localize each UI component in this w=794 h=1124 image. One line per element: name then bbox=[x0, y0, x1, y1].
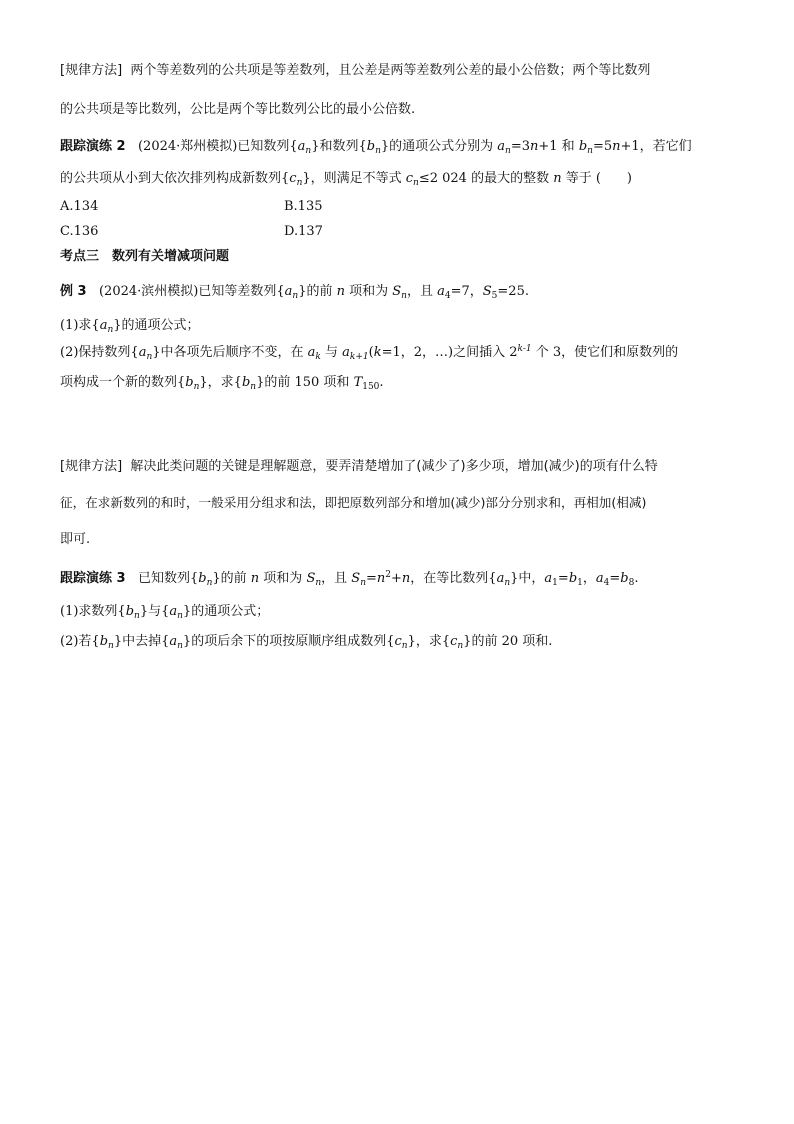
example-3-question-1 bbox=[60, 317, 200, 335]
text: 已知等差数列{ bbox=[198, 284, 285, 299]
method-text: 征，在求新数列的和时，一般采用分组求和法，即把原数列部分和增加(减少)部分分别求和，再相加(相减) bbox=[60, 495, 647, 510]
text: 项和为 bbox=[344, 284, 393, 299]
math-var: n bbox=[336, 284, 345, 299]
text: 已知数列{ bbox=[137, 571, 199, 586]
math-var: a bbox=[437, 284, 445, 299]
method-text: 解决此类问题的关键是理解题意，要弄清楚增加了(减少了)多少项，增加(减少)的项有什么特 bbox=[130, 459, 658, 474]
math-var: a bbox=[138, 345, 147, 360]
math-sub: n bbox=[360, 578, 366, 588]
math-sub: n bbox=[504, 578, 511, 588]
math-var: b bbox=[366, 139, 376, 154]
text: }的前 20 项和. bbox=[463, 634, 553, 649]
method-tag: [规律方法] bbox=[60, 63, 123, 78]
method-text: 即可. bbox=[60, 532, 91, 547]
text: 与 bbox=[320, 345, 343, 360]
text: 项和为 bbox=[259, 571, 307, 586]
text: (2)保持数列{ bbox=[60, 345, 139, 360]
text: 项构成一个新的数列{ bbox=[60, 375, 186, 390]
math-var: a bbox=[169, 634, 178, 649]
text: }的前 bbox=[212, 571, 251, 586]
option-c: C.136 bbox=[60, 224, 99, 239]
exercise-label: 跟踪演练 2 bbox=[60, 139, 126, 154]
text: }的前 150 项和 bbox=[256, 375, 354, 390]
example-3-question-2-line-2 bbox=[60, 374, 384, 392]
text: 的公共项从小到大依次排列构成新数列{ bbox=[60, 171, 290, 186]
math-sub: 8 bbox=[628, 578, 635, 588]
math-var: b bbox=[241, 375, 251, 390]
text: +1，若它们 bbox=[620, 139, 692, 154]
math-var: a bbox=[284, 284, 293, 299]
text: =3 bbox=[510, 139, 531, 154]
text: + bbox=[391, 571, 402, 586]
option-b: B.135 bbox=[284, 199, 323, 214]
example-3-question-2-line-1 bbox=[60, 344, 678, 362]
math-var: S bbox=[351, 571, 361, 586]
text: ( bbox=[368, 345, 374, 360]
math-var: T bbox=[353, 375, 363, 390]
method-text: 两个等差数列的公共项是等差数列，且公差是两等差数列公差的最小公倍数；两个等比数列 bbox=[130, 63, 651, 78]
math-sub: 1 bbox=[577, 578, 583, 588]
math-var: a bbox=[496, 571, 505, 586]
text: ， bbox=[582, 571, 596, 586]
math-sub: n bbox=[206, 578, 213, 588]
method-tag: [规律方法] bbox=[60, 459, 123, 474]
text: }，求{ bbox=[407, 634, 451, 649]
example-label: 例 3 bbox=[60, 284, 87, 299]
math-sub: n bbox=[134, 611, 140, 621]
math-var: b bbox=[99, 634, 109, 649]
math-var: b bbox=[620, 571, 629, 586]
options-row-1 bbox=[60, 198, 98, 216]
example-3-line-1 bbox=[60, 283, 529, 301]
math-var: c bbox=[394, 634, 402, 649]
exercise-3-question-1 bbox=[60, 603, 269, 621]
text: . bbox=[634, 571, 639, 586]
math-var: a bbox=[169, 604, 178, 619]
source-note: (2024·滨州模拟) bbox=[98, 284, 199, 299]
text: }的通项公式分别为 bbox=[380, 139, 498, 154]
math-sub: n bbox=[250, 382, 257, 392]
text: (1)求{ bbox=[60, 318, 100, 333]
math-sub: n bbox=[108, 641, 114, 651]
math-var: a bbox=[497, 139, 506, 154]
math-var: a bbox=[99, 318, 108, 333]
text: (2)若{ bbox=[60, 634, 100, 649]
exercise-3-line-1 bbox=[60, 570, 639, 588]
math-sub: n bbox=[193, 382, 200, 392]
text: = bbox=[609, 571, 621, 586]
text: =25. bbox=[497, 284, 529, 299]
math-sub: n bbox=[146, 352, 153, 362]
math-var: S bbox=[482, 284, 492, 299]
math-var: n bbox=[612, 139, 621, 154]
text: ≤2 024 的最大的整数 bbox=[418, 171, 554, 186]
section-heading bbox=[60, 248, 229, 266]
text: 等于 ( ) bbox=[561, 171, 633, 186]
text: }，则满足不等式 bbox=[302, 171, 406, 186]
math-var: c bbox=[405, 171, 414, 186]
text: }的通项公式； bbox=[113, 318, 200, 333]
math-sub: n bbox=[296, 178, 303, 188]
math-var: n bbox=[401, 571, 411, 586]
source-note: (2024·郑州模拟) bbox=[137, 139, 238, 154]
option-a: A.134 bbox=[60, 199, 99, 214]
math-var: b bbox=[125, 604, 135, 619]
section-heading-text: 考点三 数列有关增减项问题 bbox=[60, 249, 230, 264]
method-note-line-2 bbox=[60, 101, 415, 119]
math-sub: n bbox=[177, 611, 183, 621]
math-sub: 1 bbox=[552, 578, 558, 588]
math-var: n bbox=[553, 171, 562, 186]
math-sub: 150 bbox=[362, 382, 380, 392]
text: =7， bbox=[450, 284, 483, 299]
math-var: a bbox=[544, 571, 553, 586]
text: }的项后余下的项按原顺序组成数列{ bbox=[182, 634, 395, 649]
math-sub: n bbox=[107, 325, 114, 335]
option-d-wrap bbox=[284, 223, 323, 241]
text: }的前 bbox=[298, 284, 337, 299]
math-sub: 4 bbox=[444, 291, 451, 301]
text: ，且 bbox=[406, 284, 438, 299]
text: }，求{ bbox=[199, 375, 242, 390]
math-var: a bbox=[595, 571, 604, 586]
math-sup: 2 bbox=[385, 570, 391, 580]
text: }中去掉{ bbox=[113, 634, 170, 649]
text: }中各项先后顺序不变，在 bbox=[152, 345, 308, 360]
text: (1)求数列{ bbox=[60, 604, 126, 619]
math-var: b bbox=[578, 139, 588, 154]
math-var: n bbox=[376, 571, 386, 586]
math-var: S bbox=[306, 571, 316, 586]
exercise-label: 跟踪演练 3 bbox=[60, 571, 126, 586]
math-var: c bbox=[450, 634, 458, 649]
math-sub: n bbox=[401, 291, 407, 301]
exercise-2-line-1 bbox=[60, 138, 692, 156]
math-sub: k+1 bbox=[349, 352, 369, 362]
option-d: D.137 bbox=[284, 224, 323, 239]
math-var: b bbox=[185, 375, 194, 390]
text: . bbox=[379, 375, 384, 390]
math-sub: n bbox=[587, 146, 593, 156]
text: 已知数列{ bbox=[237, 139, 298, 154]
math-sub: n bbox=[177, 641, 183, 651]
exercise-2-line-2 bbox=[60, 170, 632, 188]
method-note-2-line-1 bbox=[60, 458, 658, 476]
method-text: 的公共项是等比数列，公比是两个等比数列公比的最小公倍数. bbox=[60, 102, 416, 117]
math-sup: k-1 bbox=[517, 344, 532, 354]
text: =1，2，…)之间插入 2 bbox=[381, 345, 518, 360]
math-sub: n bbox=[401, 641, 408, 651]
math-sub: 5 bbox=[491, 291, 498, 301]
text: +1 和 bbox=[538, 139, 579, 154]
math-var: k bbox=[373, 345, 382, 360]
math-sub: n bbox=[315, 578, 322, 588]
text: }和数列{ bbox=[311, 139, 367, 154]
math-sub: n bbox=[375, 146, 381, 156]
math-sub: n bbox=[305, 146, 312, 156]
math-var: b bbox=[198, 571, 207, 586]
math-sub: n bbox=[413, 178, 419, 188]
text: ，在等比数列{ bbox=[410, 571, 497, 586]
exercise-3-question-2 bbox=[60, 633, 552, 651]
method-note-line-1 bbox=[60, 62, 650, 80]
math-var: S bbox=[392, 284, 402, 299]
math-var: c bbox=[289, 171, 297, 186]
text: }的通项公式； bbox=[182, 604, 270, 619]
text: =5 bbox=[592, 139, 613, 154]
math-var: a bbox=[342, 345, 350, 360]
text: = bbox=[557, 571, 569, 586]
option-b-wrap bbox=[284, 198, 323, 216]
math-sub: 4 bbox=[603, 578, 610, 588]
math-sub: n bbox=[292, 291, 299, 301]
math-var: n bbox=[250, 571, 260, 586]
math-sub: n bbox=[505, 146, 511, 156]
math-sub: n bbox=[457, 641, 464, 651]
math-var: a bbox=[297, 139, 306, 154]
text: 个 3，使它们和原数列的 bbox=[531, 345, 679, 360]
math-var: n bbox=[530, 139, 539, 154]
text: }中， bbox=[510, 571, 545, 586]
text: ，且 bbox=[321, 571, 352, 586]
math-var: b bbox=[568, 571, 578, 586]
text: }与{ bbox=[139, 604, 170, 619]
math-sub: k bbox=[315, 352, 321, 362]
method-note-2-line-2 bbox=[60, 494, 646, 512]
method-note-2-line-3 bbox=[60, 531, 90, 549]
options-row-2 bbox=[60, 223, 98, 241]
text: = bbox=[365, 571, 377, 586]
math-var: a bbox=[307, 345, 316, 360]
